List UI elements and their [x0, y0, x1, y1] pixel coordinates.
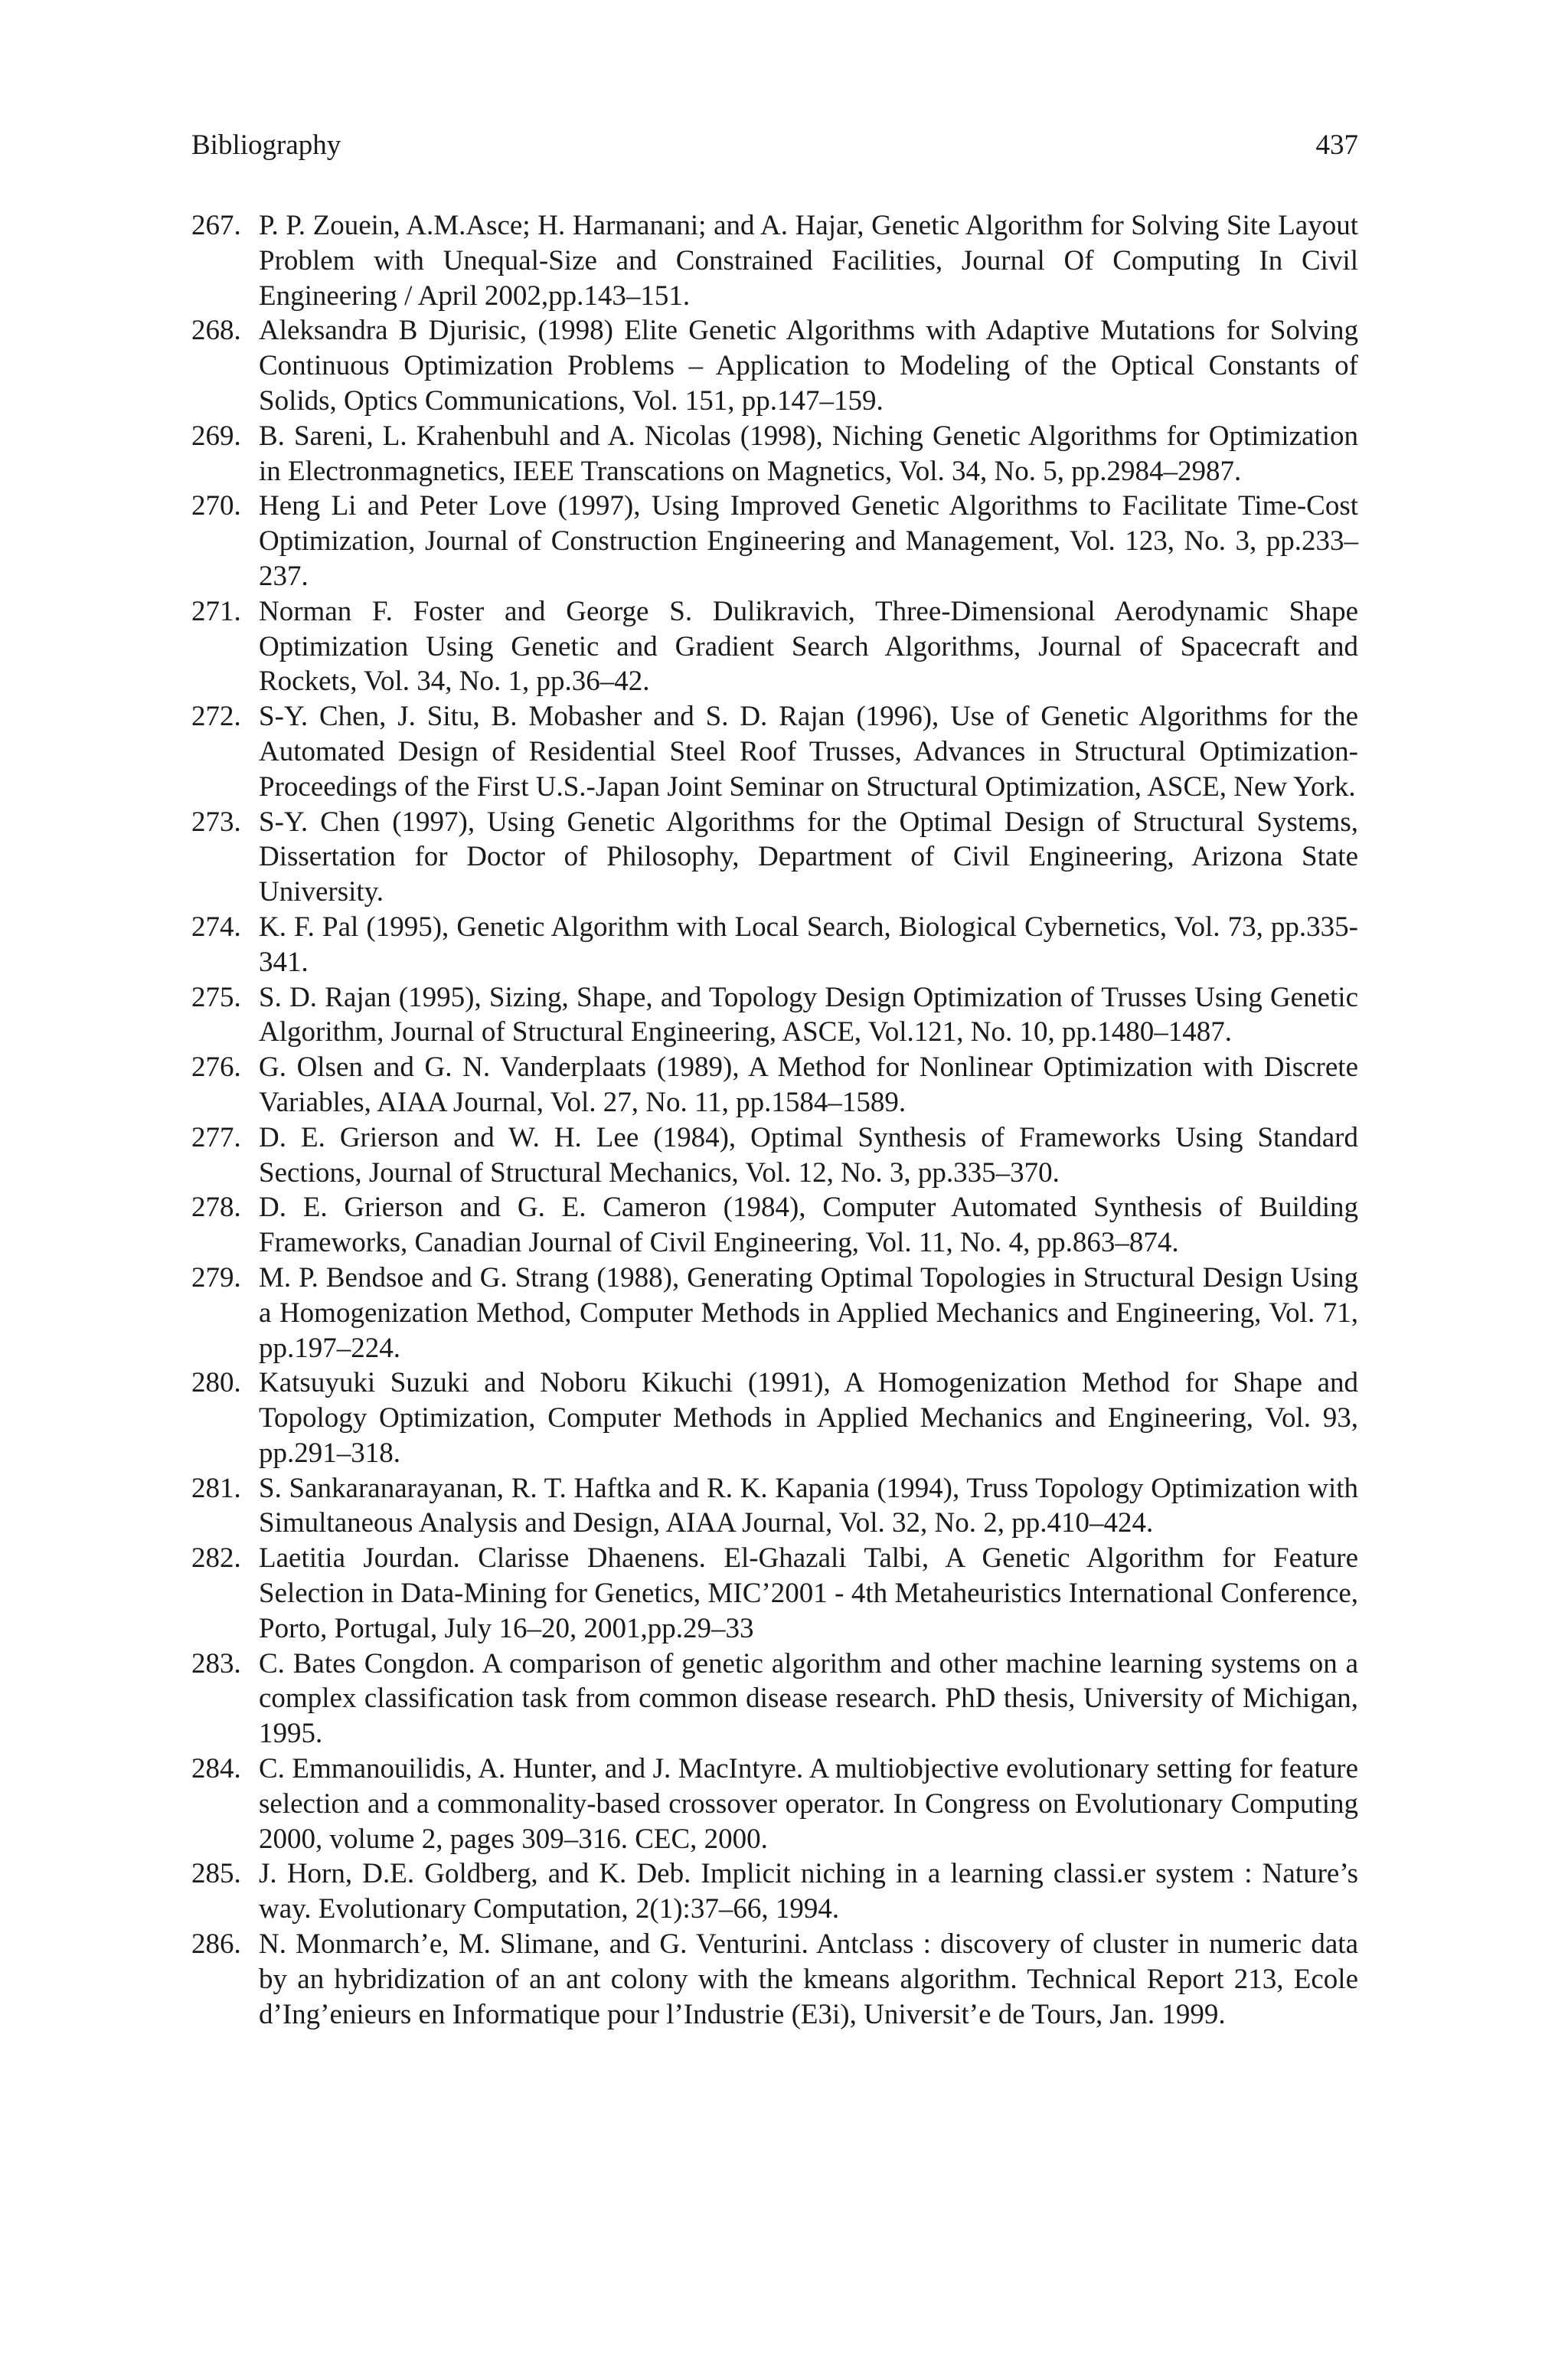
- reference-item: [191, 910, 1358, 980]
- reference-number: 284.: [191, 1753, 241, 1785]
- reference-text: B. Sareni, L. Krahenbuhl and A. Nicolas (1998), Niching Genetic Algorithms for Optimization in Electronmagnetics, IEEE Transcations on Magnetics, Vol. 34, No. 5, pp.2984–2987.: [259, 420, 1358, 487]
- reference-text: C. Emmanouilidis, A. Hunter, and J. MacIntyre. A multiobjective evolutionary setting for feature selection and a commonality-based crossover operator. In Congress on Evolutionary Computing 2000, volume 2, pages 309–316. CEC, 2000.: [259, 1753, 1358, 1855]
- reference-number: 268.: [191, 315, 241, 347]
- reference-text: J. Horn, D.E. Goldberg, and K. Deb. Implicit niching in a learning classi.er system : Nature’s way. Evolutionary Computation, 2(1):37–66, 1994.: [259, 1858, 1358, 1925]
- reference-item: [191, 419, 1358, 489]
- reference-item: [191, 1366, 1358, 1470]
- reference-number: 285.: [191, 1858, 241, 1890]
- reference-text: D. E. Grierson and W. H. Lee (1984), Optimal Synthesis of Frameworks Using Standard Sections, Journal of Structural Mechanics, Vol. 12, No. 3, pp.335–370.: [259, 1121, 1358, 1189]
- reference-text: Aleksandra B Djurisic, (1998) Elite Genetic Algorithms with Adaptive Mutations for Solving Continuous Optimization Problems – Application to Modeling of the Optical Constants of Solids, Optics Communications, Vol. 151, pp.147–159.: [259, 315, 1358, 417]
- reference-item: [191, 1541, 1358, 1646]
- reference-item: [191, 313, 1358, 418]
- reference-item: [191, 594, 1358, 699]
- reference-number: 286.: [191, 1928, 241, 1961]
- reference-text: D. E. Grierson and G. E. Cameron (1984), Computer Automated Synthesis of Building Frameworks, Canadian Journal of Civil Engineering, Vol. 11, No. 4, pp.863–874.: [259, 1192, 1358, 1259]
- reference-text: S-Y. Chen, J. Situ, B. Mobasher and S. D. Rajan (1996), Use of Genetic Algorithms for the Automated Design of Residential Steel Roof Trusses, Advances in Structural Optimization-Proceedings of the First U.S.-Japan Joint Seminar on Structural Optimization, ASCE, New York.: [259, 701, 1358, 803]
- reference-list: [191, 208, 1358, 2032]
- reference-number: 280.: [191, 1367, 241, 1399]
- reference-text: C. Bates Congdon. A comparison of genetic algorithm and other machine learning systems on a complex classification task from common disease research. PhD thesis, University of Michigan, 1995.: [259, 1647, 1358, 1750]
- running-head: [191, 129, 1358, 162]
- reference-item: [191, 1261, 1358, 1366]
- reference-item: [191, 1927, 1358, 2032]
- reference-number: 282.: [191, 1542, 241, 1575]
- reference-number: 272.: [191, 701, 241, 733]
- reference-item: [191, 699, 1358, 804]
- reference-text: G. Olsen and G. N. Vanderplaats (1989), A Method for Nonlinear Optimization with Discrete Variables, AIAA Journal, Vol. 27, No. 11, pp.1584–1589.: [259, 1052, 1358, 1118]
- reference-text: M. P. Bendsoe and G. Strang (1988), Generating Optimal Topologies in Structural Design Using a Homogenization Method, Computer Methods in Applied Mechanics and Engineering, Vol. 71, pp.197–224.: [259, 1261, 1358, 1364]
- reference-number: 278.: [191, 1192, 241, 1224]
- reference-text: S. Sankaranarayanan, R. T. Haftka and R. K. Kapania (1994), Truss Topology Optimization with Simultaneous Analysis and Design, AIAA Journal, Vol. 32, No. 2, pp.410–424.: [259, 1472, 1358, 1539]
- reference-number: 270.: [191, 490, 241, 522]
- reference-number: 283.: [191, 1647, 241, 1680]
- reference-number: 267.: [191, 210, 241, 241]
- reference-text: K. F. Pal (1995), Genetic Algorithm with Local Search, Biological Cybernetics, Vol. 73, pp.335- 341.: [259, 911, 1358, 978]
- reference-text: S. D. Rajan (1995), Sizing, Shape, and Topology Design Optimization of Trusses Using Genetic Algorithm, Journal of Structural Engineering, ASCE, Vol.121, No. 10, pp.1480–1487.: [259, 981, 1358, 1048]
- reference-text: Heng Li and Peter Love (1997), Using Improved Genetic Algorithms to Facilitate Time-Cost Optimization, Journal of Construction Engineering and Management, Vol. 123, No. 3, pp.233–237.: [259, 490, 1358, 592]
- reference-item: [191, 208, 1358, 313]
- reference-number: 276.: [191, 1052, 241, 1084]
- reference-item: [191, 980, 1358, 1051]
- reference-text: Laetitia Jourdan. Clarisse Dhaenens. El-Ghazali Talbi, A Genetic Algorithm for Feature Selection in Data-Mining for Genetics, MIC’2001 - 4th Metaheuristics International Conference, Porto, Portugal, July 16–20, 2001,pp.29–33: [259, 1542, 1358, 1644]
- reference-item: [191, 489, 1358, 594]
- reference-text: P. P. Zouein, A.M.Asce; H. Harmanani; and A. Hajar, Genetic Algorithm for Solving Site Layout Problem with Unequal-Size and Constrained Facilities, Journal Of Computing In Civil Engineering / April 2002,pp.143–151.: [259, 210, 1358, 312]
- reference-item: [191, 1471, 1358, 1542]
- reference-number: 281.: [191, 1472, 241, 1504]
- reference-item: [191, 805, 1358, 910]
- reference-text: Norman F. Foster and George S. Dulikravich, Three-Dimensional Aerodynamic Shape Optimization Using Genetic and Gradient Search Algorithms, Journal of Spacecraft and Rockets, Vol. 34, No. 1, pp.36–42.: [259, 595, 1358, 698]
- reference-number: 274.: [191, 911, 241, 943]
- page-number: 437: [1315, 129, 1358, 161]
- reference-item: [191, 1751, 1358, 1856]
- reference-item: [191, 1647, 1358, 1751]
- reference-number: 277.: [191, 1121, 241, 1153]
- reference-item: [191, 1050, 1358, 1120]
- reference-item: [191, 1856, 1358, 1927]
- reference-item: [191, 1120, 1358, 1191]
- reference-text: S-Y. Chen (1997), Using Genetic Algorithms for the Optimal Design of Structural Systems, Dissertation for Doctor of Philosophy, Department of Civil Engineering, Arizona State University.: [259, 806, 1358, 908]
- reference-number: 269.: [191, 420, 241, 452]
- reference-item: [191, 1190, 1358, 1261]
- reference-number: 273.: [191, 806, 241, 838]
- reference-number: 275.: [191, 981, 241, 1013]
- reference-number: 271.: [191, 595, 241, 627]
- reference-number: 279.: [191, 1261, 241, 1294]
- reference-text: Katsuyuki Suzuki and Noboru Kikuchi (1991), A Homogenization Method for Shape and Topology Optimization, Computer Methods in Applied Mechanics and Engineering, Vol. 93, pp.291–318.: [259, 1367, 1358, 1469]
- reference-text: N. Monmarch’e, M. Slimane, and G. Venturini. Antclass : discovery of cluster in numeric data by an hybridization of an ant colony with the kmeans algorithm. Technical Report 213, Ecole d’Ing’enieurs en Informatique pour l’Industrie (E3i), Universit’e de Tours, Jan. 1999.: [259, 1928, 1358, 2030]
- section-title: Bibliography: [191, 129, 341, 161]
